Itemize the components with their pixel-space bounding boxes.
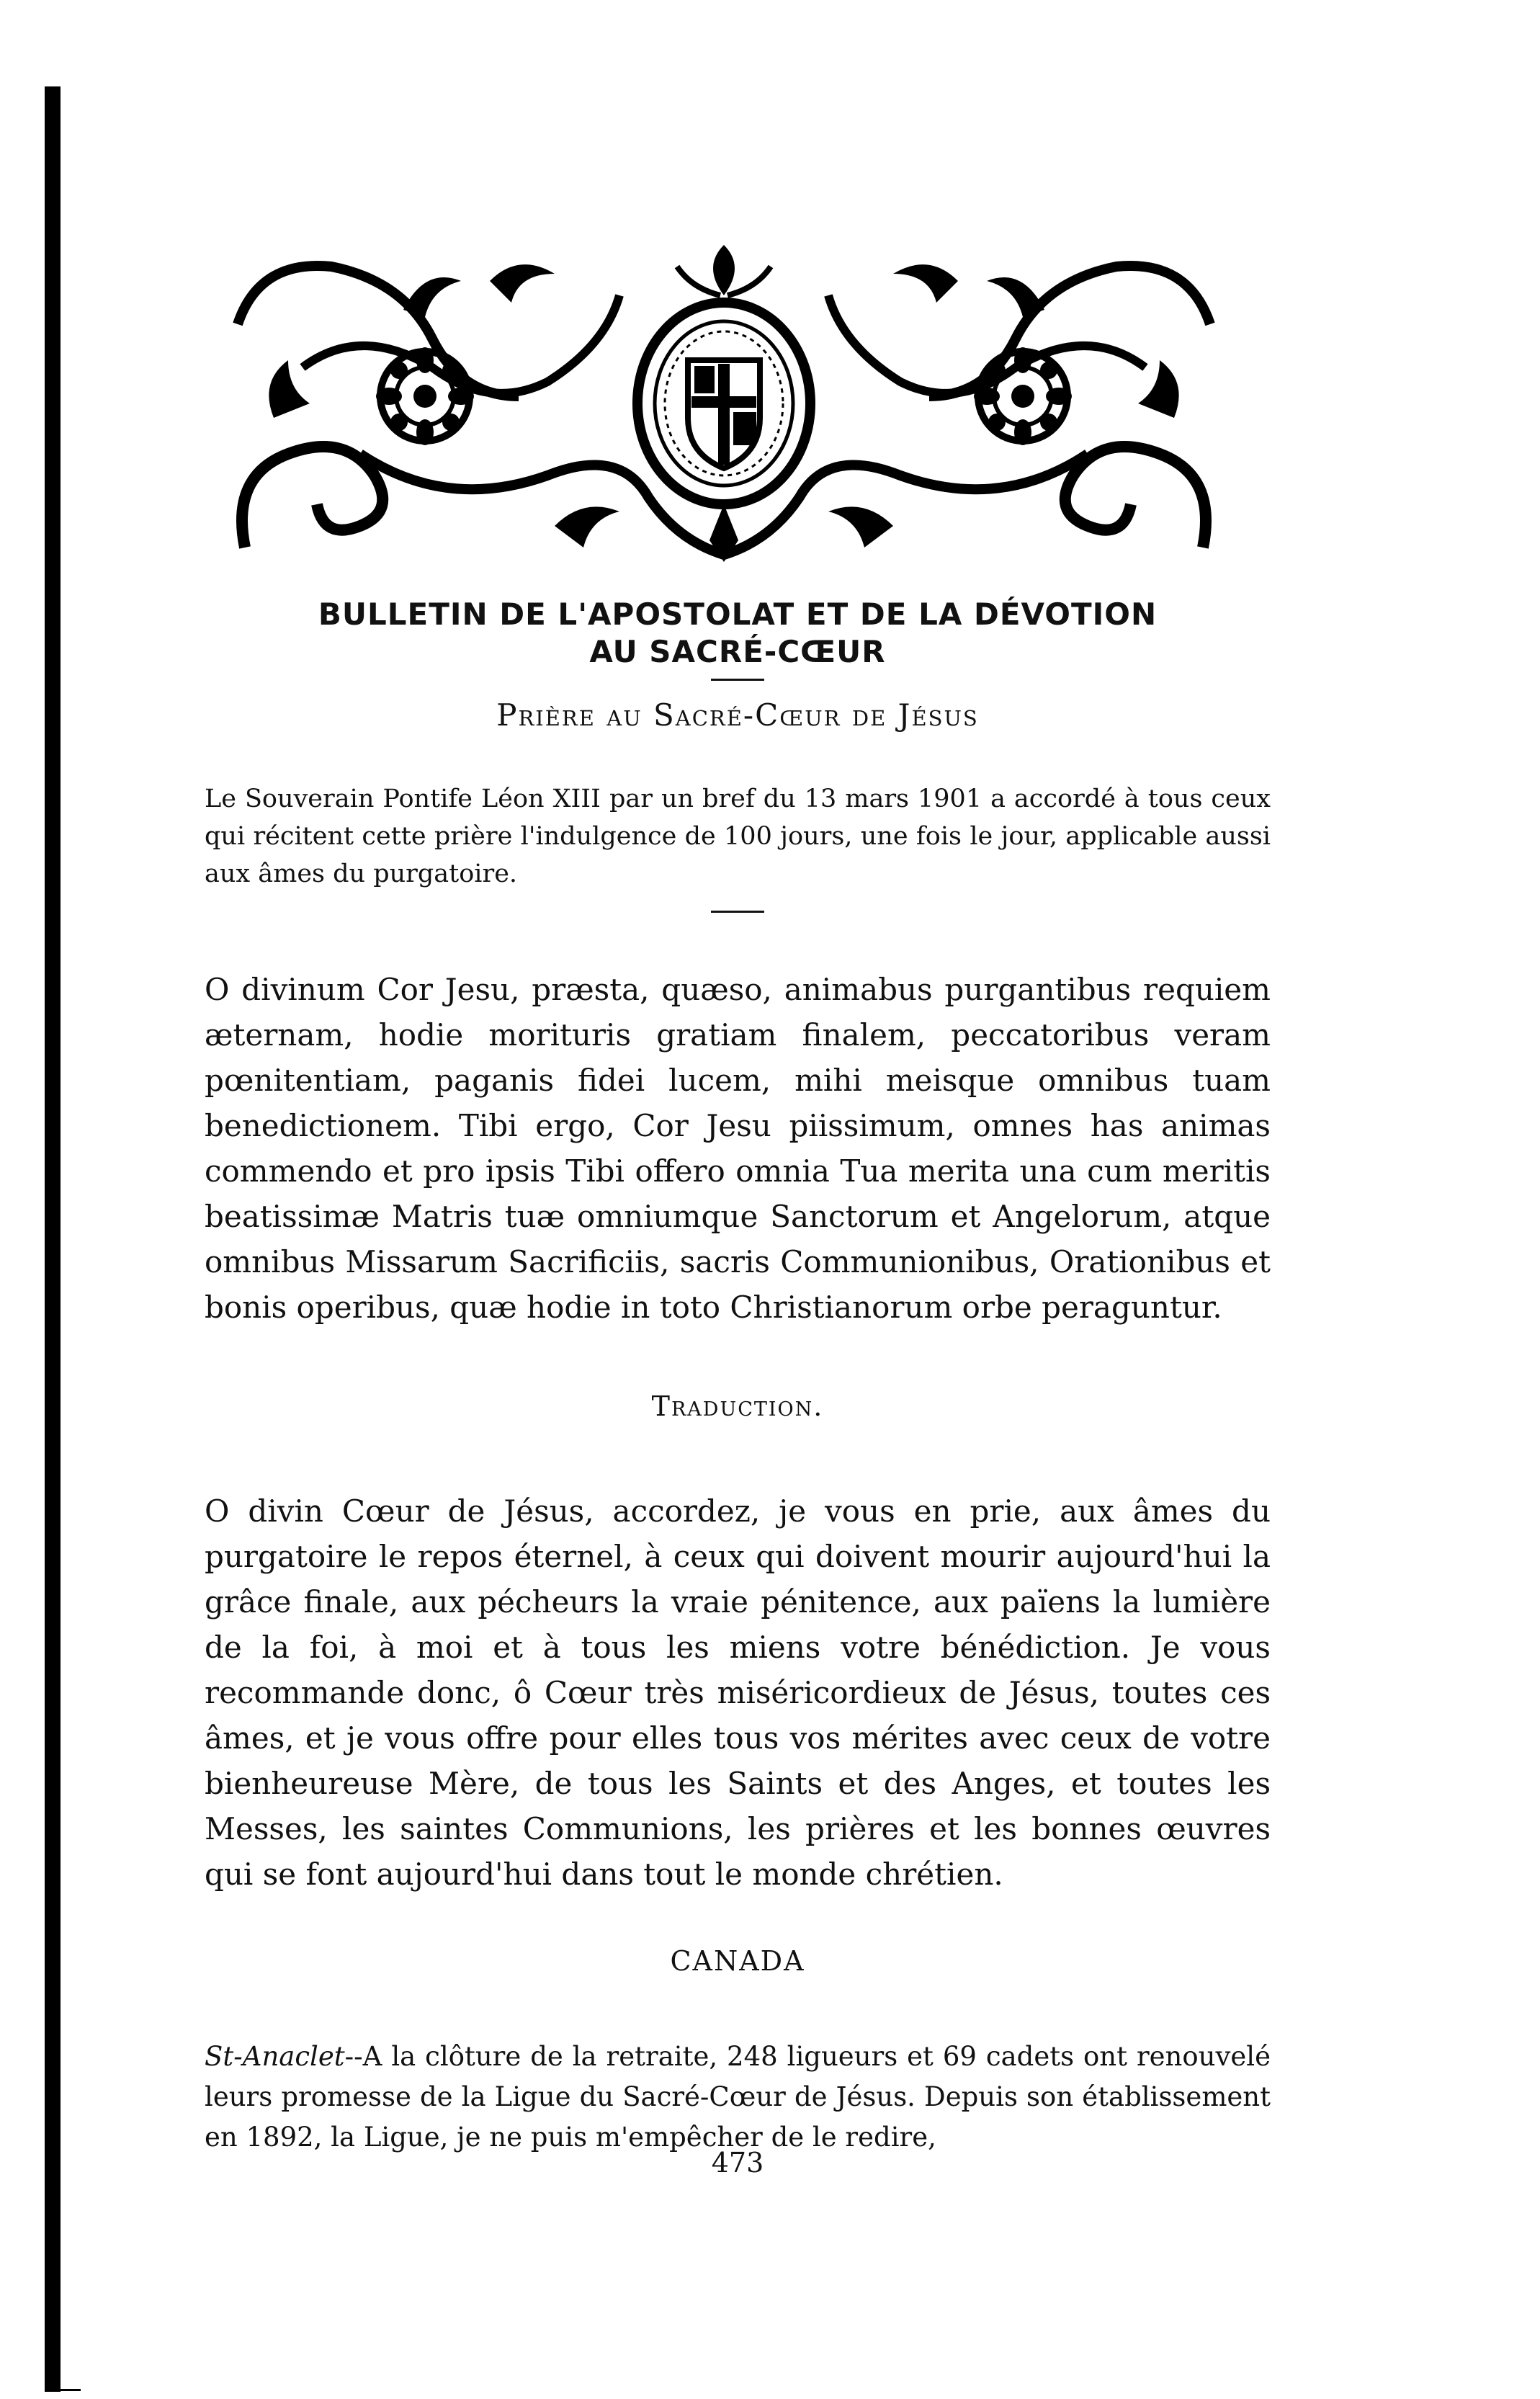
divider-rule (711, 911, 764, 913)
prayer-title: Prière au Sacré-Cœur de Jésus (496, 697, 979, 733)
indulgence-notice: Le Souverain Pontife Léon XIII par un bref du 13 mars 1901 a accordé à tous ceux qui récitent cette prière l'indulgence de 100 jours, une fois le jour, applicable aussi aux âmes du purgatoire. (205, 785, 1271, 888)
page-number: 473 (711, 2147, 764, 2179)
binding-edge (45, 86, 61, 2392)
parish-news-paragraph (205, 2037, 1271, 2158)
divider-rule (711, 679, 764, 681)
binding-edge-foot (45, 2389, 81, 2391)
latin-prayer-text: O divinum Cor Jesu, præsta, quæso, animabus purgantibus requiem æternam, hodie morituris gratiam finalem, peccatoribus veram pœnitentiam, paganis fidei lucem, mihi meisque omnibus tuam benedictionem. Tibi ergo, Cor Jesu piissimum, omnes has animas commendo et pro ipsis Tibi offero omnia Tua merita una cum meritis beatissimæ Matris tuæ omniumque Sanctorum et Angelorum, atque omnibus Missarum Sacrificiis, sacris Communionibus, Orationibus et bonis operibus, quæ hodie in toto Christianorum orbe peraguntur. (205, 972, 1271, 1325)
bulletin-title: BULLETIN DE L'APOSTOLAT ET DE LA DÉVOTION (318, 597, 1158, 632)
french-prayer-text: O divin Cœur de Jésus, accordez, je vous en prie, aux âmes du purgatoire le repos éternel, à ceux qui doivent mourir aujourd'hui la grâce finale, aux pécheurs la vraie pénitence, aux païens la lumière de la foi, à moi et à tous les miens votre bénédiction. Je vous recommande donc, ô Cœur très miséricordieux de Jésus, toutes ces âmes, et je vous offre pour elles tous vos mérites avec ceux de votre bienheureuse Mère, de tous les Saints et des Anges, et toutes les Messes, les saintes Communions, les prières et les bonnes œuvres qui se font aujourd'hui dans tout le monde chrétien. (205, 1493, 1271, 1892)
headpiece-ornament-icon (216, 238, 1232, 569)
translation-heading: Traduction. (651, 1390, 824, 1422)
bulletin-title-continued: AU SACRÉ-CŒUR (589, 634, 886, 669)
parish-name: St-Anaclet (205, 2041, 345, 2072)
parish-news-text: --A la clôture de la retraite, 248 ligueurs et 69 cadets ont renouvelé leurs promesse de la Ligue du Sacré-Cœur de Jésus. Depuis son établissement en 1892, la Ligue, je ne puis m'empêcher de le redire, (205, 2041, 1271, 2153)
section-heading-canada: CANADA (670, 1945, 805, 1977)
